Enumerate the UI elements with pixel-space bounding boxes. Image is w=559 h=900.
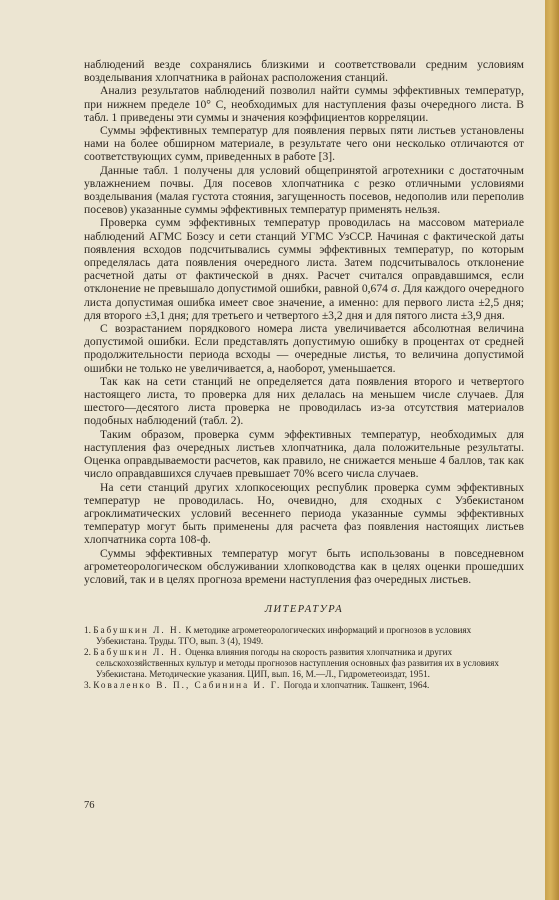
- reference-item: [84, 625, 524, 646]
- paragraph-8: Таким образом, проверка сумм эффективных температур, необходимых для наступления фаз очередных листьев хлопчатника, дала положительные результаты. Оценка оправдываемости расчетов, как правило, не снижается меньше 4 баллов, так как число оправдавшихся случаев превышает 70% всего числа случаев.: [84, 427, 524, 481]
- reference-number: 1.: [84, 625, 91, 636]
- reference-list: [84, 625, 524, 691]
- paragraph-9: На сети станций других хлопкосеющих республик проверка сумм эффективных температур не проводилась. Но, очевидно, для сходных с Узбекистаном агроклиматических условий весеннего периода указанные суммы эффективных температур могут быть применены для расчета фаз появления настоящих листьев хлопчатника сорта 108-ф.: [84, 480, 524, 547]
- page-number: 76: [84, 800, 95, 811]
- paragraph-1: наблюдений везде сохранялись близкими и соответствовали средним условиям возделывания хлопчатника в районах расположения станций.: [84, 58, 524, 85]
- reference-item: [84, 680, 524, 691]
- paragraph-3: Суммы эффективных температур для появления первых пяти листьев установлены нами на более обширном материале, в результате чего они несколько отличаются от соответствующих сумм, приведенных в работе [3].: [84, 124, 524, 164]
- reference-author: Бабушкин Л. Н.: [93, 647, 183, 658]
- literature-heading: ЛИТЕРАТУРА: [264, 604, 344, 616]
- page-body: [84, 58, 524, 692]
- reference-author: Бабушкин Л. Н.: [93, 625, 183, 636]
- paragraph-6: С возрастанием порядкового номера листа увеличивается абсолютная величина допустимой ошибки. Если представлять допустимую ошибку в процентах от средней продолжительности периода всходы — очередные листья, то величина допустимой ошибки не только не увеличивается, а, наоборот, уменьшается.: [84, 322, 524, 375]
- paragraph-5: Проверка сумм эффективных температур проводилась на массовом материале наблюдений АГМС Бозсу и сети станций УГМС УзССР. Начиная с фактической даты появления всходов подсчитывались суммы эффективных температур, по которым определялась дата появления очередного листа. Затем подсчитывалось отклонение расчетной даты от фактической в днях. Расчет считался оправдавшимся, если отклонение не превышало допустимой ошибки, равной 0,674 σ. Для каждого очередного листа допустимая ошибка имеет свое значение, а именно: для первого листа ±2,5 дня; для второго ±3,1 дня; для третьего и четвертого ±3,2 дня и для пятого листа ±3,9 дня.: [84, 216, 524, 322]
- reference-number: 3.: [84, 680, 91, 691]
- paragraph-7: Так как на сети станций не определяется дата появления второго и четвертого настоящего листа, то проверка для них делалась на меньшем числе случаев. Для шестого—десятого листа проверка не проводилась из-за отсутствия материалов подобных наблюдений (табл. 2).: [84, 374, 524, 428]
- paragraph-4: Данные табл. 1 получены для условий общепринятой агротехники с достаточным увлажнением почвы. Для посевов хлопчатника с резко отличными условиями возделывания (малая густота стояния, загущенность посевов, недополив или переполив посевов) указанные суммы эффективных температур применять нельзя.: [84, 163, 524, 217]
- paragraph-10: Суммы эффективных температур могут быть использованы в повседневном агрометеорологическом обслуживании хлопководства как в целях оценки прошедших условий, так и в целях прогноза времени наступления фаз очередных листьев.: [84, 546, 524, 586]
- reference-author: Коваленко В. П., Сабинина И. Г.: [93, 680, 282, 691]
- reference-text: Погода и хлопчатник. Ташкент, 1964.: [283, 680, 430, 691]
- book-spine-edge: [545, 0, 559, 900]
- reference-number: 2.: [84, 647, 91, 658]
- paragraph-2: Анализ результатов наблюдений позволил найти суммы эффективных температур, при нижнем пределе 10° С, необходимых для наступления фазы очередного листа. В табл. 1 приведены эти суммы и значения коэффициентов корреляции.: [84, 84, 524, 124]
- reference-text: Оценка влияния погоды на скорость развития хлопчатника и других сельскохозяйственных культур и методы прогнозов наступления основных фаз развития их в условиях Узбекистана. Методические указания. ЦИП, вып. 16, М.—Л., Гидрометеоиздат, 1951.: [96, 647, 499, 679]
- reference-item: [84, 647, 524, 679]
- reference-text: К методике агрометеорологических информаций и прогнозов в условиях Узбекистана. Труды. ТГО, вып. 3 (4), 1949.: [96, 625, 472, 646]
